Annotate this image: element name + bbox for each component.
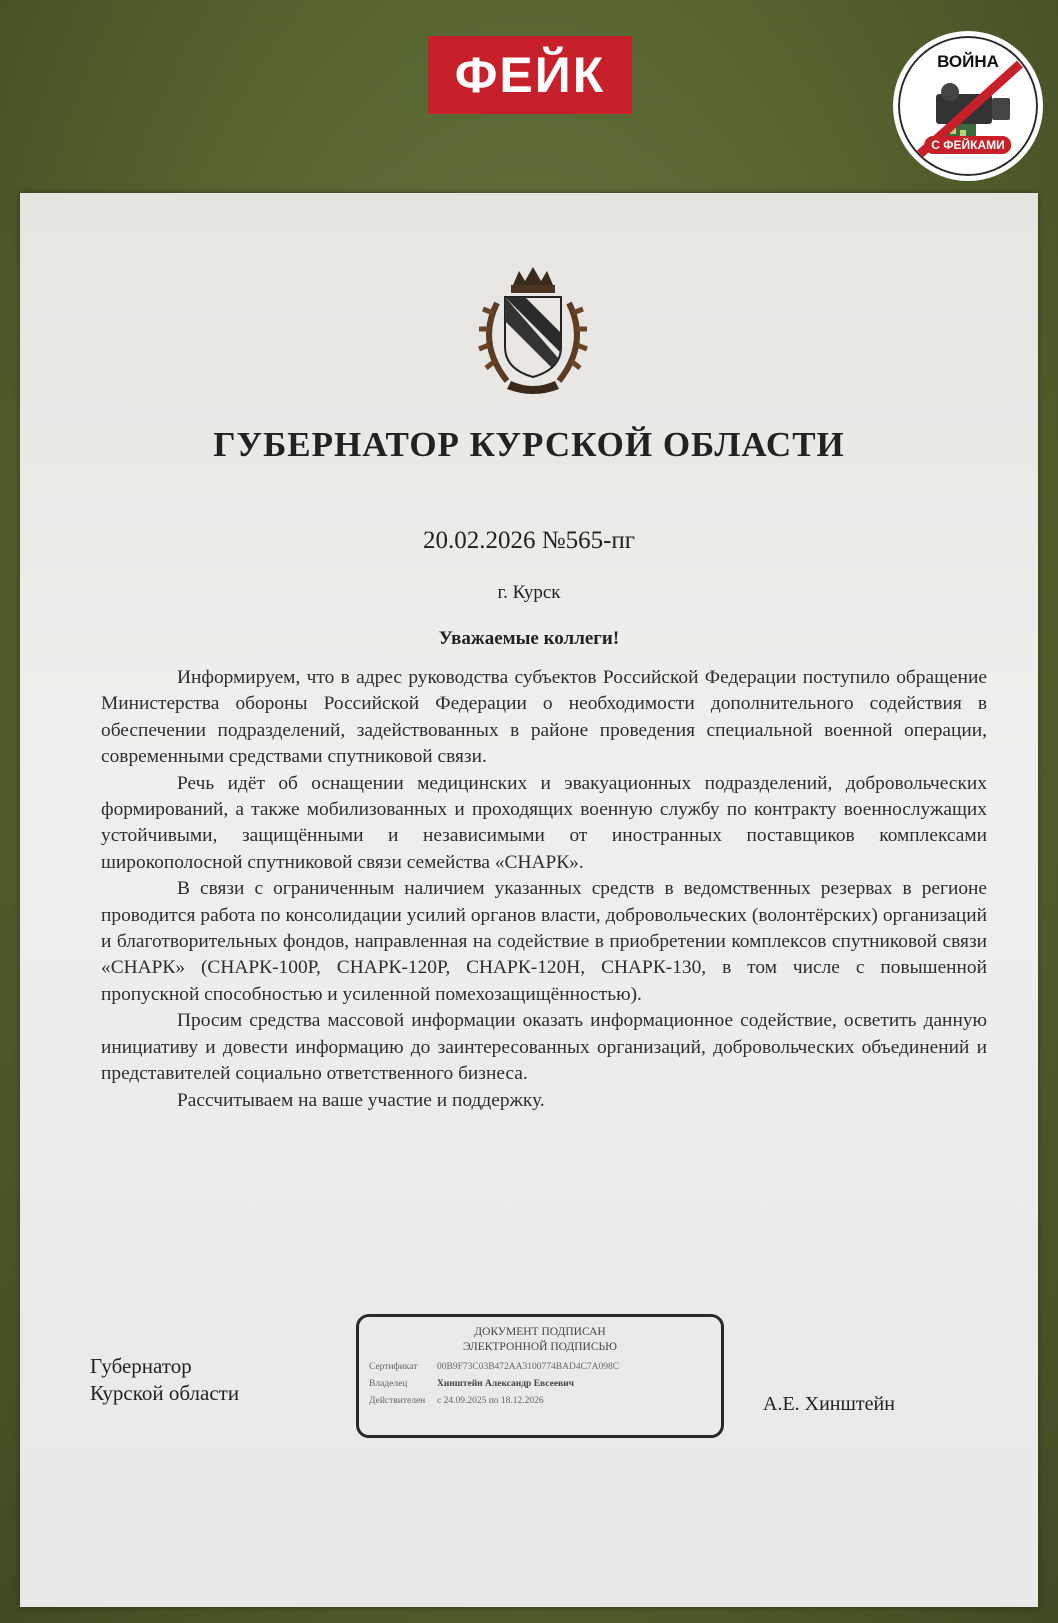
fake-label-badge: ФЕЙК [428, 36, 632, 114]
document-salutation: Уважаемые коллеги! [438, 628, 620, 649]
stamp-cert-label: Сертификат [369, 1362, 418, 1372]
channel-logo [893, 31, 1043, 181]
stamp-cert-row [369, 1362, 711, 1372]
signer-name: А.Е. Хинштейн [763, 1393, 895, 1415]
document-city: г. Курск [497, 582, 561, 603]
channel-logo-top-text: ВОЙНА [937, 52, 999, 71]
coat-of-arms-icon [467, 263, 599, 399]
stamp-owner-value: Хинштейн Александр Евсеевич [437, 1379, 575, 1389]
signer-position [90, 1353, 239, 1407]
document-title: ГУБЕРНАТОР КУРСКОЙ ОБЛАСТИ [213, 425, 845, 464]
body-paragraph: Рассчитываем на ваше участие и поддержку. [177, 1089, 545, 1111]
stamp-owner-row [369, 1379, 711, 1389]
body-paragraph: В связи с ограниченным наличием указанных средств в ведомственных резервах в регионе проводится работа по консолидации усилий органов власти, добровольческих (волонтёрских) организаций и благотворительных фондов, направленная на содействие в приобретении комплексов спутниковой связи «СНАРК» (СНАРК-100Р, СНАРК-120Р, СНАРК-120Н, СНАРК-130, в том числе с повышенной пропускной способностью и усиленной помехозащищённостью). [101, 878, 987, 1005]
document-number: 20.02.2026 №565-пг [422, 527, 636, 554]
stamp-cert-value: 00B9F73C03B472AA3100774BAD4C7A098C [437, 1362, 620, 1372]
stamp-valid-value: с 24.09.2025 по 18.12.2026 [437, 1396, 544, 1406]
channel-logo-bottom-text: С ФЕЙКАМИ [924, 136, 1011, 154]
stamp-title-line2: ЭЛЕКТРОННОЙ ПОДПИСЬЮ [463, 1341, 617, 1353]
signer-position-line1: Губернатор [90, 1354, 192, 1378]
stamp-owner-label: Владелец [369, 1379, 408, 1389]
stamp-title-line1: ДОКУМЕНТ ПОДПИСАН [474, 1326, 606, 1338]
body-paragraph: Речь идёт об оснащении медицинских и эвакуационных подразделений, добровольческих формирований, а также мобилизованных и проходящих военную службу по контракту военнослужащих устойчивыми, защищёнными и независимыми от иностранных поставщиков комплексами широкополосной спутниковой связи семейства «СНАРК». [101, 772, 987, 873]
body-paragraph: Просим средства массовой информации оказать информационное содействие, осветить данную инициативу и довести информацию до заинтересованных организаций, добровольческих объединений и представителей социально ответственного бизнеса. [101, 1010, 987, 1085]
signer-position-line2: Курской области [90, 1381, 240, 1405]
document-body [101, 665, 987, 1114]
stamp-valid-label: Действителен [369, 1396, 426, 1406]
electronic-signature-stamp [356, 1314, 724, 1438]
stamp-valid-row [369, 1396, 711, 1406]
body-paragraph: Информируем, что в адрес руководства субъектов Российской Федерации поступило обращение Министерства обороны Российской Федерации о необходимости дополнительного содействия в обеспечении подразделений, задействованных в районе проведения специальной военной операции, современными средствами спутниковой связи. [101, 667, 987, 768]
document-page [20, 193, 1038, 1607]
